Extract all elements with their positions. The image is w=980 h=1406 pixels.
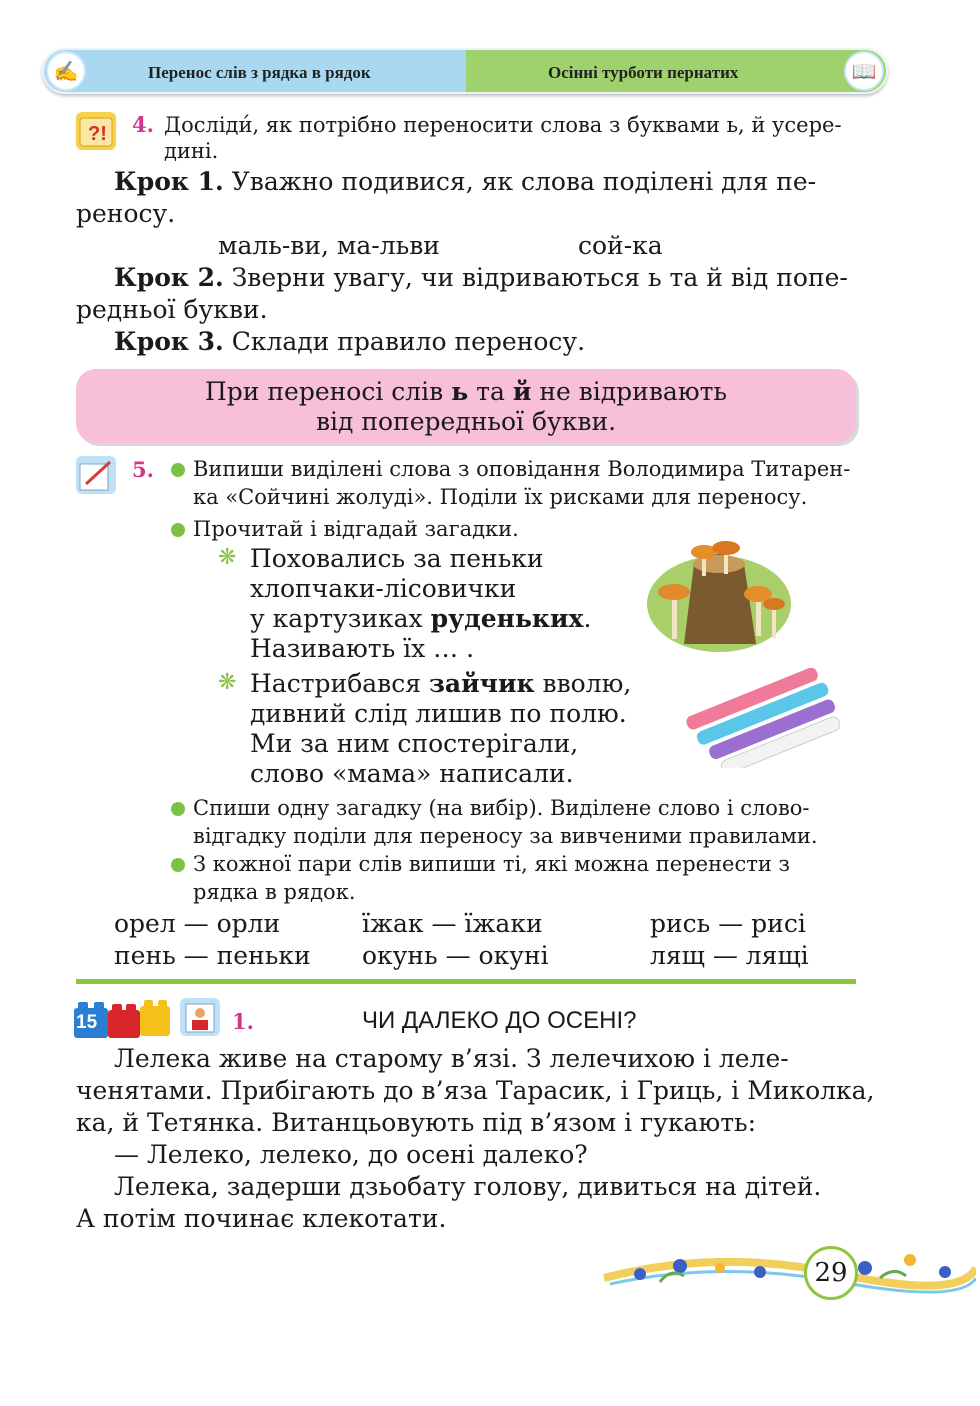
riddle1-line3 bbox=[250, 604, 591, 634]
step2-line2: редньої букви. bbox=[76, 295, 268, 324]
task5-bullet3-line1: Спиши одну загадку (на вибір). Виділене слово і слово- bbox=[193, 796, 810, 820]
task5-bullet1-line1: Випиши виділені слова з оповідання Володимира Титарен- bbox=[193, 457, 851, 481]
reading-line: — Лелеко, лелеко, до осені далеко? bbox=[114, 1140, 588, 1169]
reading-line: Лелека, задерши дзьобату голову, дивиться на дітей. bbox=[114, 1172, 822, 1201]
task5-bullet4-line2: рядка в рядок. bbox=[193, 880, 356, 904]
rule-mid: та bbox=[476, 377, 505, 406]
step1-line2: реносу. bbox=[76, 199, 176, 228]
bullet-icon bbox=[171, 858, 185, 872]
example-malvy: маль-ви, ма-льви bbox=[218, 231, 440, 260]
bullet-icon bbox=[171, 802, 185, 816]
step1-line1: Уважно подивися, як слова поділені для пе- bbox=[231, 167, 817, 196]
task4-line2: дині. bbox=[164, 139, 219, 163]
task4-step3 bbox=[114, 326, 585, 358]
step1-label: Крок 1. bbox=[114, 167, 224, 196]
task4-instruction bbox=[132, 111, 862, 163]
svg-text:?!: ?! bbox=[88, 123, 107, 145]
task4-number: 4. bbox=[132, 112, 154, 137]
reading-task-icon bbox=[180, 998, 220, 1036]
word-pair: рись — рисі bbox=[650, 909, 806, 938]
book-icon: 📖 bbox=[844, 51, 884, 91]
step2-label: Крок 2. bbox=[114, 263, 224, 292]
rule-line1 bbox=[76, 377, 856, 407]
word-pair: лящ — лящі bbox=[650, 941, 809, 970]
example-soyka: сой-ка bbox=[578, 231, 663, 260]
bullet-icon bbox=[171, 523, 185, 537]
lesson-badge-number: 15 bbox=[76, 1012, 98, 1033]
task4-step2 bbox=[76, 262, 861, 326]
reading-line: ка, й Тетянка. Витанцьовують під в’язом і гукають: bbox=[76, 1108, 757, 1137]
chalk-illustration bbox=[680, 668, 840, 768]
riddle1-bold-word: руденьких bbox=[430, 604, 584, 633]
reading-line: ченятами. Прибігають до в’яза Тарасик, і Гриць, і Миколка, bbox=[76, 1076, 875, 1105]
riddle2-line1-post: вволю, bbox=[542, 669, 632, 698]
floral-wreath-decoration bbox=[600, 1238, 976, 1310]
research-task-icon bbox=[76, 112, 116, 150]
word-pair: пень — пеньки bbox=[114, 941, 311, 970]
reading-title: ЧИ ДАЛЕКО ДО ОСЕНІ? bbox=[362, 1007, 637, 1034]
page-number: 29 bbox=[804, 1246, 858, 1300]
riddle2-line1 bbox=[250, 669, 631, 699]
step3-label: Крок 3. bbox=[114, 327, 224, 356]
word-pair: орел — орли bbox=[114, 909, 281, 938]
header-left-section bbox=[44, 50, 466, 92]
riddle1-line2: хлопчаки-лісовички bbox=[250, 574, 517, 603]
header-left-title: Перенос слів з рядка в рядок bbox=[148, 63, 371, 82]
rule-post: не відривають bbox=[539, 377, 728, 406]
task4-line1: Досліди́, як потрібно переносити слова з буквами ь, й усере- bbox=[164, 113, 842, 137]
rule-box bbox=[76, 369, 856, 443]
step2-line1: Зверни увагу, чи відриваються ь та й від попе- bbox=[231, 263, 848, 292]
section-divider bbox=[76, 979, 856, 984]
riddle2-bold-word: зайчик bbox=[428, 669, 535, 698]
flower-icon: ❋ bbox=[218, 670, 237, 695]
riddle2-line2: дивний слід лишив по полю. bbox=[250, 699, 627, 728]
task5-bullet2: Прочитай і відгадай загадки. bbox=[193, 517, 519, 541]
task5-bullet3-line2: відгадку поділи для переносу за вивченими правилами. bbox=[193, 824, 818, 848]
riddle2 bbox=[250, 669, 631, 789]
riddle1-line1: Поховались за пеньки bbox=[250, 544, 544, 573]
header-right-section bbox=[466, 50, 886, 92]
flower-icon: ❋ bbox=[218, 545, 237, 570]
riddle1-line3-post: . bbox=[583, 604, 592, 633]
rule-y-letter: й bbox=[512, 377, 532, 406]
task4-step1 bbox=[76, 166, 861, 230]
reading-number: 1. bbox=[232, 1009, 254, 1034]
riddle1-line3-pre: у картузиках bbox=[250, 604, 423, 633]
reading-line: А потім починає клекотати. bbox=[76, 1204, 447, 1233]
writing-task-icon bbox=[76, 456, 116, 494]
riddle2-line3: Ми за ним спостерігали, bbox=[250, 729, 579, 758]
step3-text: Склади правило переносу. bbox=[231, 327, 586, 356]
riddle1 bbox=[250, 544, 591, 664]
rule-pre: При переносі слів bbox=[204, 377, 444, 406]
word-pair: окунь — окуні bbox=[362, 941, 549, 970]
bullet-icon bbox=[171, 463, 185, 477]
riddle2-line4: слово «мама» написали. bbox=[250, 759, 574, 788]
task5-number: 5. bbox=[132, 457, 154, 482]
rule-soft-sign: ь bbox=[451, 377, 469, 406]
header-right-title: Осінні турботи пернатих bbox=[548, 63, 739, 82]
lesson-blocks-icon bbox=[74, 996, 174, 1040]
pen-icon: ✍ bbox=[46, 51, 86, 91]
reading-line: Лелека живе на старому в’язі. З лелечихою і леле- bbox=[114, 1044, 789, 1073]
word-pair: їжак — їжаки bbox=[362, 909, 543, 938]
rule-line2: від попередньої букви. bbox=[315, 407, 617, 436]
riddle1-line4: Називають їх … . bbox=[250, 634, 475, 663]
task5-bullet4-line1: З кожної пари слів випиши ті, які можна перенести з bbox=[193, 852, 790, 876]
page-header bbox=[42, 48, 888, 94]
task5-bullet1-line2: ка «Сойчині жолуді». Поділи їх рисками для переносу. bbox=[193, 485, 808, 509]
riddle2-line1-pre: Настрибався bbox=[250, 669, 422, 698]
mushrooms-illustration bbox=[644, 524, 794, 654]
